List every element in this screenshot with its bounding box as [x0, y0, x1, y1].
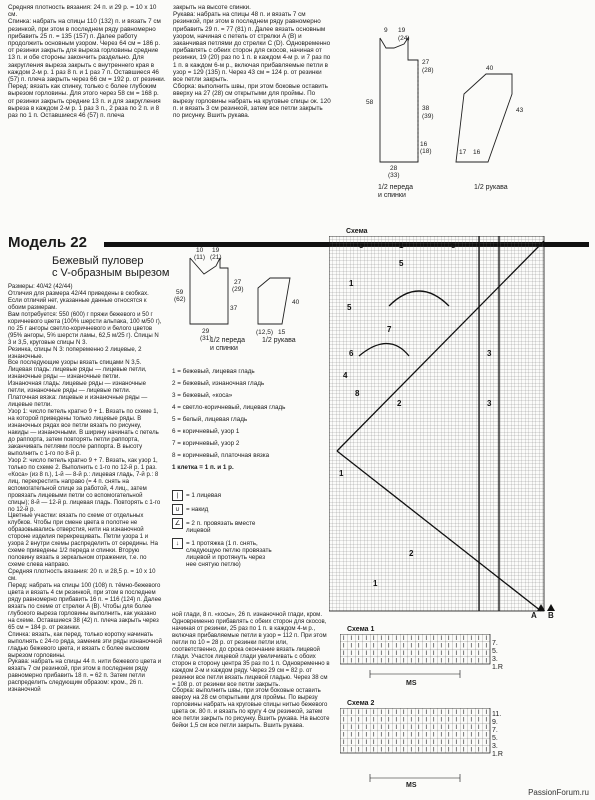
scheme-area-label: 1 — [399, 241, 404, 250]
mid-dim-7: 37 — [230, 305, 238, 312]
symbol-text: = 2 п. провязать вместе лицевой — [186, 520, 256, 534]
scheme2-ms-label: MS — [406, 782, 417, 789]
scheme1-ms-label: MS — [406, 680, 417, 687]
legend-item: 4 = светло-коричневый, лицевая гладь — [172, 404, 286, 411]
legend-item: 1 клетка = 1 п. и 1 р. — [172, 464, 234, 471]
top-dim-6: 38 — [422, 105, 430, 112]
top-dim-5: (28) — [422, 67, 434, 74]
top-dim-3: (24) — [398, 35, 410, 42]
symbol-text: = 1 лицевая — [186, 492, 222, 499]
legend-item: 3 = бежевый, «коса» — [172, 392, 233, 399]
top-dim-10: (18) — [420, 148, 432, 155]
legend-item: 1 = бежевый, лицевая гладь — [172, 368, 255, 375]
scheme-area-label: 5 — [451, 241, 456, 250]
top-dim-15: 43 — [516, 107, 524, 114]
mid-dim-13: 15 — [278, 329, 286, 336]
scheme2-row-label: 9. — [492, 719, 498, 726]
knit-symbol-icon: | — [172, 490, 183, 501]
mid-caption-right: 1/2 рукава — [262, 337, 296, 344]
mid-dim-6: (62) — [174, 296, 186, 303]
scheme2-row-label: 11. — [492, 711, 502, 718]
scheme1-row-label: 1.R — [492, 664, 503, 671]
scheme2-row-label: 5. — [492, 735, 498, 742]
legend-item: 7 = коричневый, узор 2 — [172, 440, 240, 447]
scheme2-chart — [340, 708, 500, 790]
arrow-b-label: B — [548, 611, 554, 620]
top-dim-12: (33) — [388, 172, 400, 179]
arrow-b-icon — [547, 604, 555, 611]
scheme-area-label: 5 — [359, 241, 364, 250]
top-schematic-diagram — [336, 14, 591, 192]
scheme1-chart — [340, 634, 500, 684]
scheme-area-label: 7 — [387, 325, 392, 334]
k2tog-symbol-icon: ∠ — [172, 518, 183, 529]
legend-item: 2 = бежевый, изнаночная гладь — [172, 380, 265, 387]
scheme1-row-label: 5. — [492, 648, 498, 655]
site-watermark: PassionForum.ru — [528, 788, 589, 797]
mid-dim-1: 10 — [196, 247, 204, 254]
mid-dim-9: (29) — [232, 286, 244, 293]
scheme-area-label: 2 — [409, 549, 414, 558]
scheme-area-label: 8 — [355, 389, 360, 398]
scheme-area-label: 3 — [487, 349, 492, 358]
top-dim-4: 27 — [422, 59, 430, 66]
top-left-text: Средняя плотность вязания: 24 п. и 29 р. = 10 х 10 см. Спинка: набрать на спицы 110 (132) п. и вязать 7 см резинкой, при этом в последнем ряду равномерно прибавить 25 п. = 135 (157) п. Далее работу продолжить основным узором. Через 64 см = 186 р. от резинки закрыть для выреза горловины средние 13 п. и обе стороны закончить раздельно. Для закругления выреза закрыть с внутреннего края в каждом 2-м р. 1 раз 8 п. и 1 раз 7 п. Оставшиеся 46 (57) п. плеча закрыть через 66 см = 192 р. от резинки. Перед: вязать как спинку, только с более глубоким вырезом горловины. Для этого через 58 см = 168 р. от резинки закрыть средние 13 п. и для закругления выреза в каждом 2-м р. 1 раз 3 п., 2 раза по 2 п. и 8 раз по 1 п. Оставшиеся 46 (57) п. плеча — [8, 4, 166, 120]
top-caption-right: 1/2 рукава — [474, 184, 508, 191]
top-dim-13: 17 — [459, 149, 467, 156]
scheme-area-label: 3 — [487, 399, 492, 408]
bottom-mid-text: ной глади, 8 п. «косы», 26 п. изнаночной глади, кром. Одновременно прибавлять с обеих сторон для скосов, начиная от резинки, 25 раз по 1 п. в каждом 4-м р., включая прибавляемые петли в узор = 112 п. При этом петли по 10 = 28 р. от резинки петли или, соответственно, до срока окончание вязать лицевой глади. Участок лицевой глади увеличивать с обоих сторон в сторону центра 35 раз по 1 п. Одновременно в каждом 2-м и каждом ряду. Через 29 см = 82 р. от резинки все петли вязать лицевой гладью. Через 38 см = 108 р. от резинки все петли закрыть. Сборка: выполнить швы, при этом боковые оставить вверху на 28 см открытыми для проймы. По вырезу горловины набрать на круговые спицы нитью бежевого цвета ок. 80 п. и вязать по кругу 4 см резинкой, затем все петли закрыть по рисунку. Вшить рукава. На высоте бейки 1,5 см все петли закрыть. Вшить рукава. — [172, 612, 330, 730]
scheme-area-label: 1 — [339, 469, 344, 478]
scheme1-row-label: 3. — [492, 656, 498, 663]
left-column-text: Размеры: 40/42 (42/44) Отличия для размера 42/44 приведены в скобках. Если отличий нет, указанные данные относятся к обоим размерам. Вам потребуется: 550 (600) г пряжи бежевого и 50 г коричневого цвета (100% шерсти альпака, 100 м/50 г), по 25 г ангоры светло-коричневого и белого цветов (95% ангоры, 5% шерсти ламы, 62,5 м/25 г). Спицы N 3 и 3,5, круговые спицы N 3. Резинка, спицы N 3: попеременно 2 лицевые, 2 изнаночные. Все последующие узоры вязать спицами N 3,5. Лицевая гладь: лицевые ряды — лицевые петли, изнаночные ряды — изнаночные петли. Изнаночная гладь: лицевые ряды — изнаночные петли, изнаночные ряды — лицевые петли. Платочная вязка: лицевые и изнаночные ряды — лицевые петли. Узор 1: число петель кратно 9 + 1. Вязать по схеме 1, на которой приведены только лицевые ряды. В изнаночных рядах все петли вязать по рисунку, накиды — изнаночными. В ширину начинать с петель до раппорта, затем повторять петли раппорта, заканчивать петлями после раппорта. В высоту выполнить с 1-го по 8-й р. Узор 2: число петель кратно 9 + 7. Вязать, как узор 1, только по схеме 2. Выполнить с 1-го по 12-й р. 1 раз. «Коса» (из 8 п.), 1-й — 8-й р.: лицевая гладь, 7-й р.: 8 лиц. перекрестить направо (= 4 п. снять на вспомогательной спице за работой, 4 лиц., затем провязать лицевыми петли со вспомогательной спицы); 8-й — 12-й р. лицевая гладь. Повторять с 1-го по 12-й р. Цветные участки: вязать по схеме от отдельных клубков. Чтобы при смене цвета в полотне не образовывались отверстия, нити на изнаночной стороне изделия перекрещивать. Петли узора 1 и узора 2 внутри схемы распределить от середины. На схеме приведены 1/2 переда и спинки. Вторую половину вязать в зеркальном отражении, т.е. по схеме слева направо. Средняя плотность вязания: 20 п. и 28,5 р. = 10 х 10 см. Перед: набрать на спицы 100 (108) п. тёмно-бежевого цвета и вязать 4 см резинкой, при этом в последнем ряду равномерно прибавить 16 п. = 116 (124) п. Далее вязать по схеме от стрелки A (B). Чтобы для более глубокого выреза горловины выполнить, как указано на схеме. Оставшиеся 38 (42) п. плеча закрыть через 65 см = 184 р. от резинки. Спинка: вязать, как перед, только коротку начинать выполнять с 24-го ряда, заменив эти ряды изнаночной гладью бежевого цвета, и вязать с более высоким вырезом горловины. Рукава: набрать на спицы 44 п. нити бежевого цвета и вязать 7 см резинкой, при этом в последнем ряду равномерно прибавить 18 п. = 62 п. Затем петли распределить следующим образом: кром., 26 п. изнаночной — [8, 284, 163, 694]
top-dim-7: (39) — [422, 113, 434, 120]
model-title: Модель 22 — [8, 234, 87, 251]
mid-dim-8: 27 — [234, 279, 242, 286]
mid-schematic-diagram — [170, 238, 320, 348]
scheme-area-label: 5 — [399, 259, 404, 268]
scheme1-title: Схема 1 — [347, 626, 375, 633]
top-dim-16: 40 — [486, 65, 494, 72]
mid-dim-2: (11) — [194, 254, 206, 261]
yarn-over-symbol-icon: ∪ — [172, 504, 183, 515]
scheme-area-label: 6 — [349, 349, 354, 358]
top-mid-text: закрыть на высоте спинки. Рукава: набрать на спицы 48 п. и вязать 7 см резинкой, при этом в последнем ряду равномерно прибавить 29 п. = 77 (81) п. Далее вязать основным узором, начиная с петель от стрелки А (В) и заканчивая петлями до стрелки С (D). Одновременно прибавлять с обеих сторон для скосов, начиная от резинки, 19 (20) раз по 1 п. в каждом 4-м р. и 7 раз по 1 п. в каждом 6-м р., включая прибавляемые петли в узор = 129 (135) п. Через 43 см = 124 р. от резинки все петли закрыть. Сборка: выполнить швы, при этом боковые оставить вверху на 27 (28) см открытыми для проймы. По вырезу горловины набрать на круговые спицы ок. 120 п. и вязать 3 см резинкой, затем все петли закрыть по рисунку. Вшить рукава. — [173, 4, 331, 120]
mid-dim-14: 40 — [292, 299, 300, 306]
slip-symbol-icon: ↓ — [172, 538, 183, 549]
top-dim-8: 58 — [366, 99, 374, 106]
scheme2-row-label: 3. — [492, 743, 498, 750]
top-dim-9: 16 — [420, 141, 428, 148]
scheme2-row-label: 1.R — [492, 751, 503, 758]
mid-dim-12: (12,5) — [256, 329, 273, 336]
mid-caption-left: 1/2 переда и спинки — [210, 337, 245, 352]
legend-item: 8 = коричневый, платочная вязка — [172, 452, 270, 459]
legend-item: 5 = белый, лицевая гладь — [172, 416, 248, 423]
top-dim-11: 28 — [390, 165, 398, 172]
scheme2-title: Схема 2 — [347, 700, 375, 707]
model-subtitle: Бежевый пуловер с V-образным вырезом — [52, 255, 170, 279]
symbol-text: = 1 протяжка (1 п. снять, следующую петлю провязать лицевой и протянуть через нее снятую петлю) — [186, 540, 272, 568]
scheme-area-label: 2 — [397, 399, 402, 408]
scheme2-row-label: 7. — [492, 727, 498, 734]
top-dim-1: 9 — [384, 27, 388, 34]
scheme-area-label: 4 — [343, 371, 348, 380]
legend-item: 6 = коричневый, узор 1 — [172, 428, 240, 435]
mid-dim-4: (21) — [210, 254, 222, 261]
mid-dim-3: 19 — [212, 247, 220, 254]
top-caption-left: 1/2 переда и спинки — [378, 184, 413, 199]
mid-dim-10: 29 — [202, 328, 210, 335]
scheme-area-label: 1 — [349, 279, 354, 288]
mid-dim-5: 59 — [176, 289, 184, 296]
mid-dim-11: (31) — [200, 335, 212, 342]
scheme-title: Схема — [346, 228, 368, 235]
symbol-legend — [172, 490, 332, 570]
main-scheme-chart — [329, 236, 557, 612]
top-dim-14: 16 — [473, 149, 481, 156]
symbol-text: = накид — [186, 506, 209, 513]
top-dim-2: 19 — [398, 27, 406, 34]
scheme-area-label: 1 — [373, 579, 378, 588]
scheme-area-label: 5 — [347, 303, 352, 312]
arrow-a-label: A — [531, 611, 537, 620]
scheme1-row-label: 7. — [492, 640, 498, 647]
